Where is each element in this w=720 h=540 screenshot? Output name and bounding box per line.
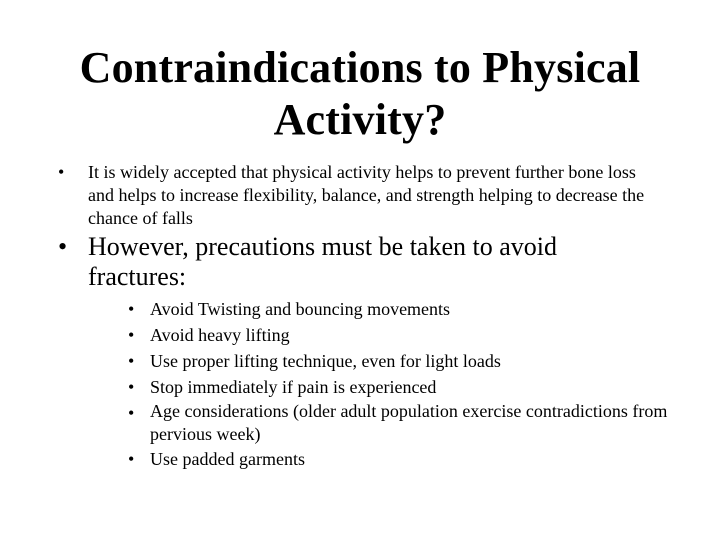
bullet-marker: • <box>58 162 65 182</box>
bullet-marker: • <box>128 299 135 319</box>
sub-bullet-text: Avoid heavy lifting <box>150 325 290 345</box>
bullet-marker: • <box>128 351 135 371</box>
bullet-text: It is widely accepted that physical activity helps to prevent further bone loss and helps to increase flexibility, balance, and strength helping to decrease the chance of falls <box>88 162 645 228</box>
bullet-marker: • <box>58 232 68 261</box>
bullet-item <box>58 232 658 292</box>
bullet-marker: • <box>128 325 135 345</box>
sub-bullet-text: Age considerations (older adult population exercise contradictions from pervious week) <box>150 401 668 444</box>
sub-bullet-item <box>128 322 688 348</box>
sub-bullet-text: Use proper lifting technique, even for light loads <box>150 351 501 371</box>
sub-bullet-text: Avoid Twisting and bouncing movements <box>150 299 451 319</box>
sub-bullet-item <box>128 446 688 472</box>
bullet-marker: • <box>128 403 135 423</box>
bullet-item <box>58 161 658 230</box>
bullet-marker: • <box>128 377 135 397</box>
sub-bullet-list <box>128 296 688 472</box>
sub-bullet-item <box>128 400 688 446</box>
slide-title: Contraindications to Physical Activity? <box>79 43 641 144</box>
sub-bullet-item <box>128 348 688 374</box>
sub-bullet-text: Stop immediately if pain is experienced <box>150 377 437 397</box>
sub-bullet-item <box>128 374 688 400</box>
sub-bullet-item <box>128 296 688 322</box>
sub-bullet-text: Use padded garments <box>150 449 305 469</box>
bullet-text: However, precautions must be taken to avoid fractures: <box>88 232 557 291</box>
bullet-marker: • <box>128 449 135 469</box>
